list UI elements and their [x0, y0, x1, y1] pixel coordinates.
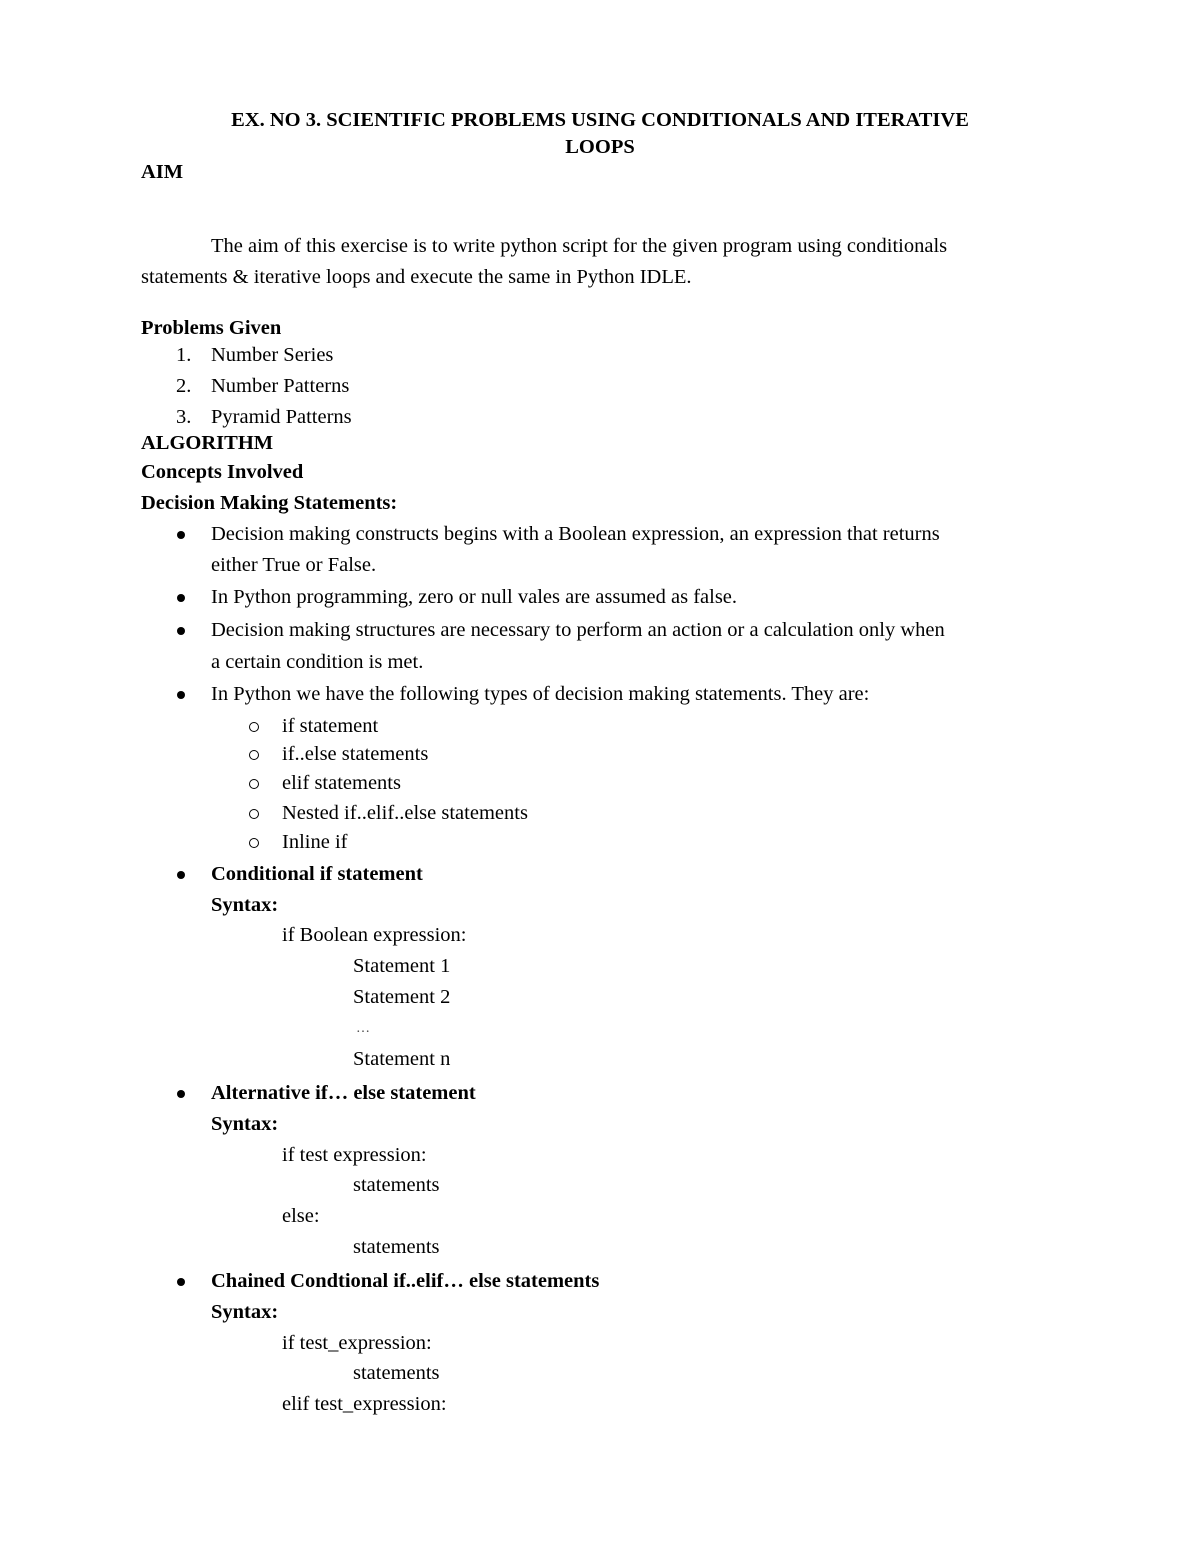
- aim-heading: AIM: [141, 161, 184, 183]
- syntax-line: if Boolean expression:: [282, 924, 467, 946]
- problems-heading: Problems Given: [141, 317, 282, 339]
- problem-item: Pyramid Patterns: [211, 406, 352, 428]
- problem-number: 1.: [176, 344, 192, 366]
- syntax-line: if test expression:: [282, 1144, 427, 1166]
- decision-type-item: Inline if: [282, 831, 348, 853]
- syntax-line: statements: [353, 1174, 440, 1196]
- bullet-text: Decision making structures are necessary to perform an action or a calculation only when: [211, 619, 945, 641]
- problem-item: Number Patterns: [211, 375, 350, 397]
- bullet-icon: [177, 1278, 185, 1286]
- chained-conditional-heading: Chained Condtional if..elif… else statements: [211, 1270, 600, 1292]
- syntax-line: elif test_expression:: [282, 1393, 447, 1415]
- syntax-line: if test_expression:: [282, 1332, 432, 1354]
- conditional-if-heading: Conditional if statement: [211, 863, 423, 885]
- aim-text-line-2: statements & iterative loops and execute the same in Python IDLE.: [141, 266, 692, 288]
- circle-bullet-icon: [249, 750, 259, 760]
- document-title-line-2: LOOPS: [565, 136, 635, 158]
- bullet-icon: [177, 691, 185, 699]
- document-title-line-1: EX. NO 3. SCIENTIFIC PROBLEMS USING CONDITIONALS AND ITERATIVE: [231, 109, 969, 131]
- syntax-line: statements: [353, 1362, 440, 1384]
- syntax-label: Syntax:: [211, 894, 279, 916]
- syntax-line: Statement 1: [353, 955, 451, 977]
- bullet-text: Decision making constructs begins with a Boolean expression, an expression that returns: [211, 523, 940, 545]
- decision-type-item: elif statements: [282, 772, 401, 794]
- syntax-line: statements: [353, 1236, 440, 1258]
- bullet-icon: [177, 627, 185, 635]
- bullet-icon: [177, 871, 185, 879]
- concepts-heading: Concepts Involved: [141, 461, 304, 483]
- bullet-icon: [177, 594, 185, 602]
- syntax-label: Syntax:: [211, 1113, 279, 1135]
- decision-making-heading: Decision Making Statements:: [141, 492, 398, 514]
- problem-number: 3.: [176, 406, 192, 428]
- algorithm-heading: ALGORITHM: [141, 432, 274, 454]
- bullet-text: In Python programming, zero or null vales are assumed as false.: [211, 586, 738, 608]
- alternative-if-heading: Alternative if… else statement: [211, 1082, 476, 1104]
- bullet-icon: [177, 531, 185, 539]
- bullet-icon: [177, 1090, 185, 1098]
- circle-bullet-icon: [249, 809, 259, 819]
- problem-item: Number Series: [211, 344, 334, 366]
- bullet-text-continuation: either True or False.: [211, 554, 377, 576]
- bullet-text-continuation: a certain condition is met.: [211, 651, 424, 673]
- decision-type-item: Nested if..elif..else statements: [282, 802, 528, 824]
- decision-type-item: if statement: [282, 715, 379, 737]
- syntax-line: Statement n: [353, 1048, 451, 1070]
- circle-bullet-icon: [249, 838, 259, 848]
- circle-bullet-icon: [249, 722, 259, 732]
- syntax-line: Statement 2: [353, 986, 451, 1008]
- decision-type-item: if..else statements: [282, 743, 429, 765]
- syntax-line: else:: [282, 1205, 320, 1227]
- syntax-ellipsis: …: [356, 1021, 370, 1036]
- problem-number: 2.: [176, 375, 192, 397]
- bullet-text: In Python we have the following types of decision making statements. They are:: [211, 683, 870, 705]
- circle-bullet-icon: [249, 779, 259, 789]
- syntax-label: Syntax:: [211, 1301, 279, 1323]
- aim-text-line-1: The aim of this exercise is to write python script for the given program using conditionals: [211, 235, 948, 257]
